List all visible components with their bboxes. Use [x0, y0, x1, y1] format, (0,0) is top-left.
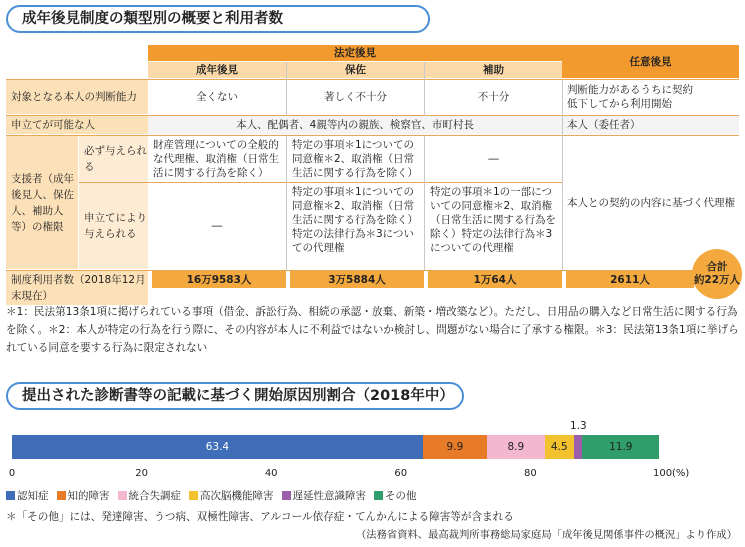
legend-label: 高次脳機能障害	[200, 490, 274, 502]
footnotes: ＊1：民法第13条1項に掲げられている事項（借金、訴訟行為、相続の承認・放棄、新築・増改築など）。ただし、日用品の購入など日常生活に関する行為を除く。＊2：本人が特定の行為を行う際に、その内容が本人に不利益ではないか検討し、問題がない場合に了承する権限。＊3：民法第13条1項に挙げられている同意を要する行為に限定されない	[6, 306, 739, 354]
legend-label: 知的障害	[67, 490, 110, 502]
on-request-hosa: 特定の事項＊1についての同意権＊2、取消権（日常生活に関する行為を除く）特定の法律行為＊3についての代理権	[287, 183, 424, 269]
users-seinen: 16万9583人	[152, 271, 286, 288]
row-label-applicant: 申立てが可能な人	[6, 116, 148, 134]
legend-swatch	[57, 491, 66, 500]
ability-hojo: 不十分	[425, 80, 562, 114]
legend-swatch	[374, 491, 383, 500]
voluntary-guardianship-header: 任意後見	[562, 45, 739, 78]
legend-swatch	[6, 491, 15, 500]
legend-swatch	[118, 491, 127, 500]
type-header-seinen: 成年後見	[148, 62, 286, 78]
x-tick-label: 100	[653, 468, 673, 479]
sub-label-on-request: 申立てにより与えられる	[79, 183, 148, 269]
row-label-ability: 対象となる本人の判断能力	[6, 80, 148, 114]
users-hosa: 3万5884人	[290, 271, 424, 288]
bar-segment-label-5: 1.3	[570, 420, 587, 432]
legend-item-1	[6, 488, 49, 503]
section-title-overview: 成年後見制度の類型別の概要と利用者数	[6, 5, 430, 33]
ability-hosa: 著しく不十分	[287, 80, 424, 114]
applicant-legal: 本人、配偶者、4親等内の親族、検察官、市町村長	[148, 116, 562, 134]
bar-segment-3: 8.9	[487, 435, 545, 459]
legend-label: その他	[385, 490, 417, 502]
bar-segment-6: 11.9	[582, 435, 659, 459]
bar-segment-2: 9.9	[423, 435, 487, 459]
cause-stacked-bar-chart	[0, 410, 745, 547]
legend-item-2	[57, 488, 110, 503]
row-label-users: 制度利用者数（2018年12月末現在）	[6, 271, 148, 305]
section-title-causes: 提出された診断書等の記載に基づく開始原因別割合（2018年中）	[6, 382, 464, 410]
legend-item-4	[189, 488, 274, 503]
chart-source: （法務省資料、最高裁判所事務総局家庭局「成年後見関係事件の概況」より作成）	[356, 529, 737, 541]
total-value: 約22万人	[693, 274, 741, 286]
x-axis-unit: (%)	[672, 468, 690, 479]
row-label-supporter: 支援者（成年後見人、保佐人、補助人等）の権限	[6, 136, 78, 269]
users-voluntary: 2611人	[566, 271, 694, 288]
x-tick-label: 40	[264, 468, 278, 479]
bar-segment-5	[574, 435, 582, 459]
legal-guardianship-header: 法定後見	[148, 45, 562, 61]
required-seinen: 財産管理についての全般的な代理権、取消権（日常生活に関する行為を除く）	[148, 136, 286, 182]
legend-item-3	[118, 488, 182, 503]
users-hojo: 1万64人	[428, 271, 562, 288]
required-hojo: ―	[425, 136, 562, 182]
bar-segment-4: 4.5	[545, 435, 574, 459]
required-hosa: 特定の事項＊1についての同意権＊2、取消権（日常生活に関する行為を除く）	[287, 136, 424, 182]
applicant-voluntary: 本人（委任者）	[562, 116, 739, 134]
x-tick-label: 0	[8, 468, 16, 479]
total-label: 合計	[706, 261, 728, 273]
legend-item-6	[374, 488, 417, 503]
users-total-badge	[692, 249, 742, 299]
legend-label: 統合失調症	[128, 490, 181, 502]
legend-item-5	[282, 488, 367, 503]
x-tick-label: 60	[394, 468, 408, 479]
sub-label-required: 必ず与えられる	[79, 136, 148, 182]
on-request-hojo: 特定の事項＊1の一部についての同意権＊2、取消権（日常生活に関する行為を除く）特定の法律行為＊3についての代理権	[425, 183, 562, 269]
on-request-seinen: ―	[148, 183, 286, 269]
x-tick-label: 20	[135, 468, 148, 479]
ability-voluntary: 判断能力があるうちに契約 低下してから利用開始	[562, 80, 739, 114]
legend-label: 遅延性意識障害	[292, 490, 366, 502]
chart-legend	[6, 488, 417, 503]
legend-swatch	[282, 491, 291, 500]
legend-label: 認知症	[17, 490, 49, 502]
type-header-hojo: 補助	[425, 62, 562, 78]
supporter-voluntary: 本人との契約の内容に基づく代理権	[562, 136, 739, 269]
x-tick-label: 80	[524, 468, 537, 479]
ability-seinen: 全くない	[148, 80, 286, 114]
bar-segment-1: 63.4	[12, 435, 423, 459]
type-header-hosa: 保佐	[287, 62, 424, 78]
chart-note: ＊「その他」には、発達障害、うつ病、双極性障害、アルコール依存症・てんかんによる障害等が含まれる	[6, 511, 514, 523]
legend-swatch	[189, 491, 198, 500]
